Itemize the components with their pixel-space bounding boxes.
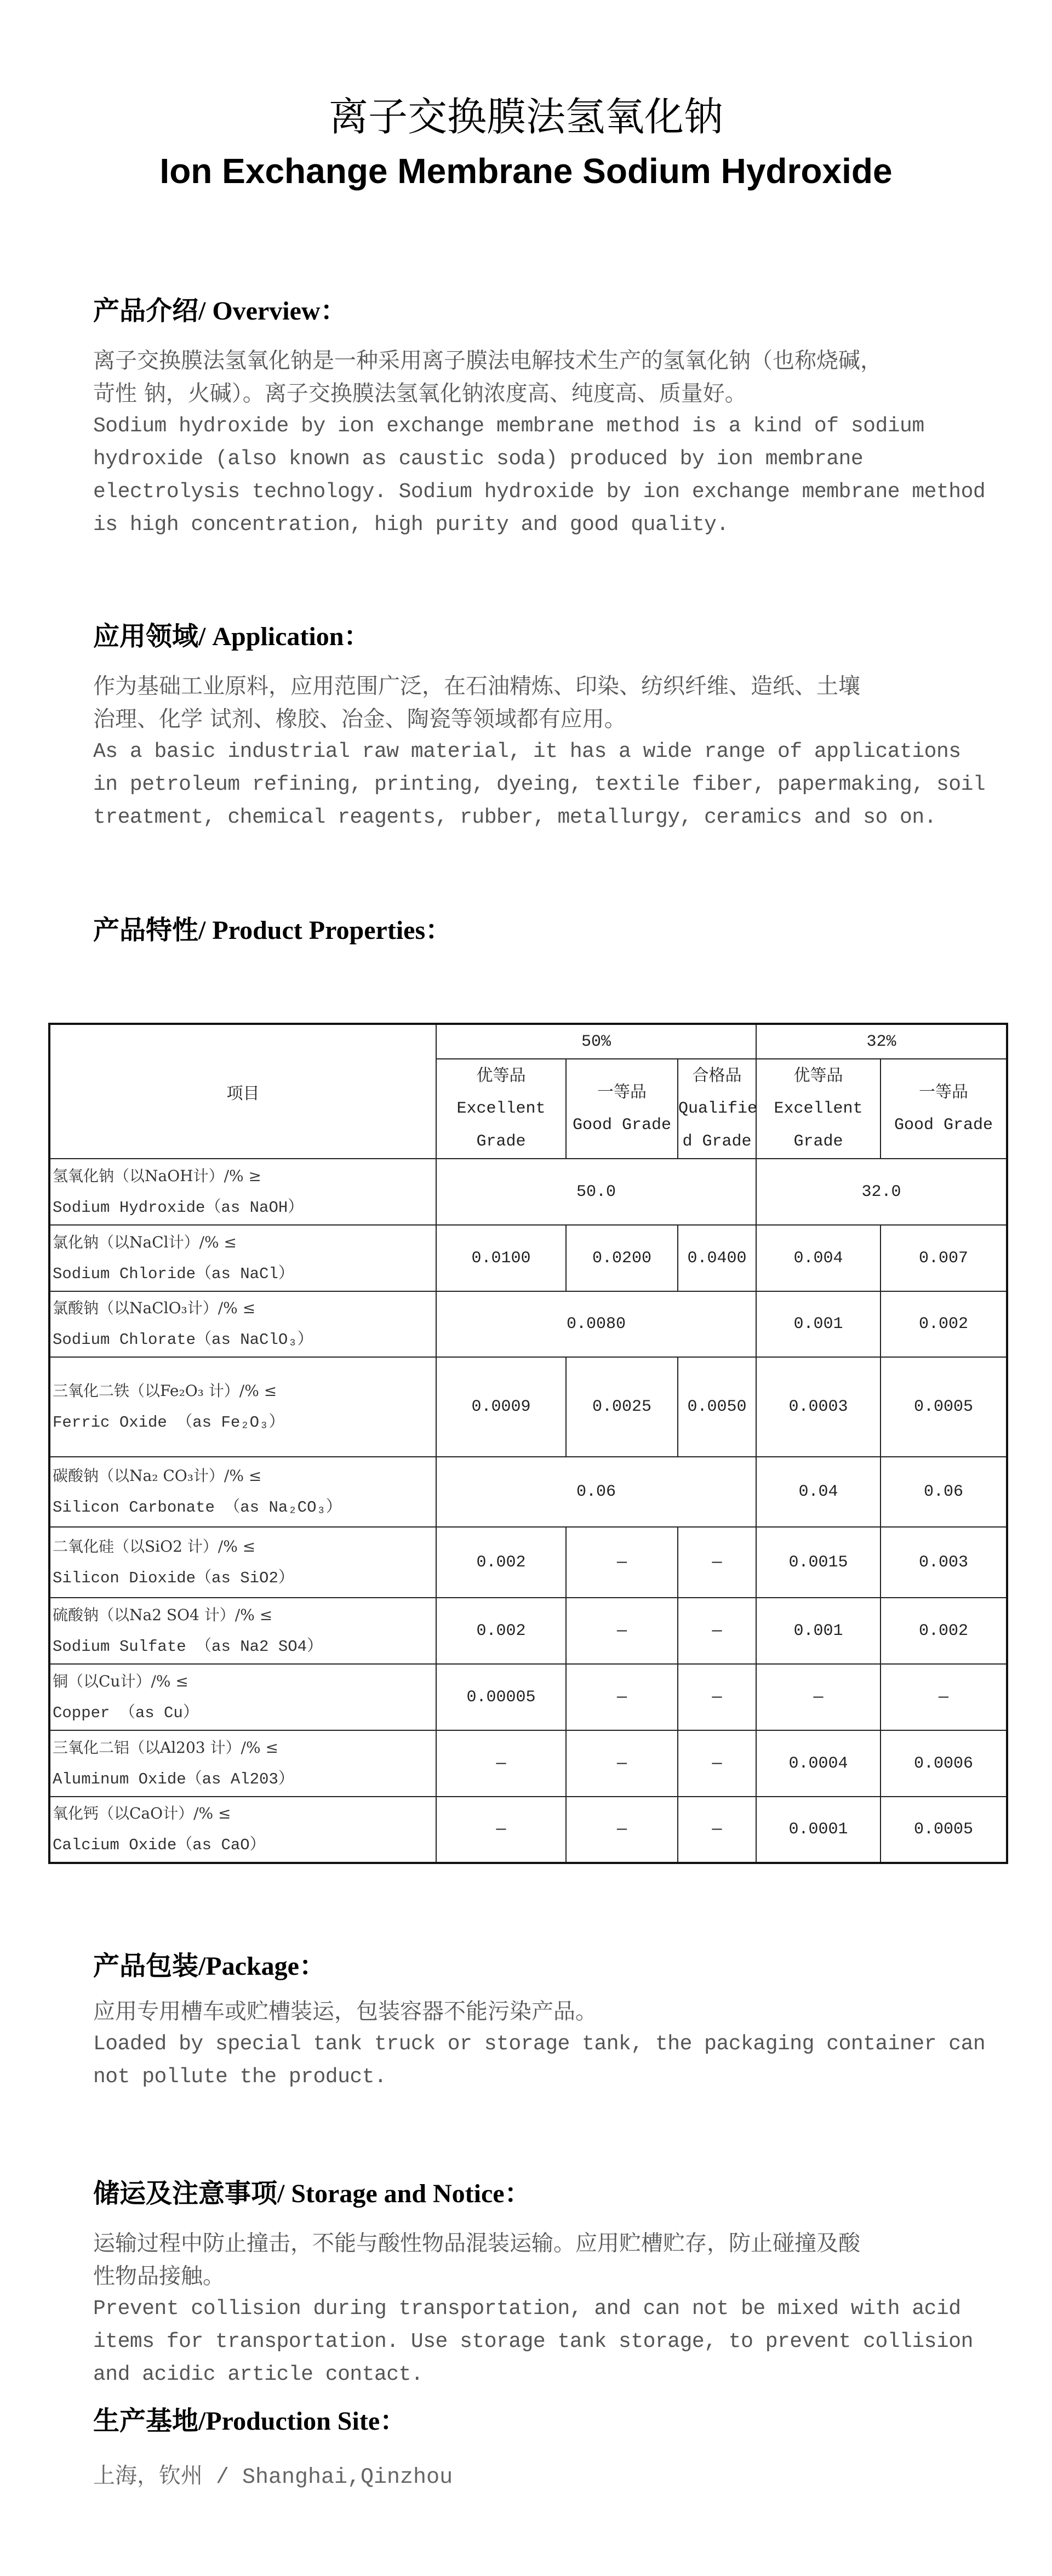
item-name-en: Copper （as Cu） xyxy=(53,1703,199,1722)
value-cell: — xyxy=(436,1730,566,1797)
application-en-line: in petroleum refining, printing, dyeing, textile fiber, papermaking, soil xyxy=(93,773,986,796)
value-cell: 0.0015 xyxy=(756,1527,881,1598)
value-cell: 0.0080 xyxy=(436,1291,756,1357)
item-cell xyxy=(49,1664,436,1730)
overview-cn-line: 苛性 钠，火碱）。离子交换膜法氢氧化钠浓度高、纯度高、质量好。 xyxy=(93,381,747,406)
group-header-50: 50% xyxy=(436,1024,756,1059)
value-cell: 0.001 xyxy=(756,1598,881,1664)
table-row xyxy=(49,1291,1007,1357)
storage-en-line: items for transportation. Use storage tank storage, to prevent collision xyxy=(93,2330,973,2353)
item-header: 项目 xyxy=(49,1024,436,1159)
item-name-en: Aluminum Oxide（as Al203） xyxy=(53,1770,294,1788)
value-cell: 0.001 xyxy=(756,1291,881,1357)
value-cell: — xyxy=(566,1730,678,1797)
properties-table xyxy=(48,1023,1008,1864)
value-cell: — xyxy=(566,1664,678,1730)
grade-header-en: Grade xyxy=(476,1132,526,1151)
grade-header-zh: 一等品 xyxy=(597,1082,647,1102)
value-cell: — xyxy=(678,1664,756,1730)
item-cell xyxy=(49,1159,436,1225)
value-cell: 0.0050 xyxy=(678,1357,756,1457)
storage-en-line: Prevent collision during transportation, and can not be mixed with acid xyxy=(93,2297,961,2321)
overview-en-line: electrolysis technology. Sodium hydroxide by ion exchange membrane method xyxy=(93,480,986,504)
value-cell: — xyxy=(756,1664,881,1730)
value-cell: — xyxy=(881,1664,1007,1730)
value-cell: — xyxy=(678,1527,756,1598)
grade-header-en: Good Grade xyxy=(894,1116,993,1135)
package-heading: 产品包装/Package： xyxy=(93,1952,325,1981)
package-body xyxy=(93,1995,986,2094)
package-en-line: Loaded by special tank truck or storage tank, the packaging container can xyxy=(93,2032,986,2056)
item-cell xyxy=(49,1730,436,1797)
table-row xyxy=(49,1457,1007,1527)
item-cell xyxy=(49,1527,436,1598)
item-name-en: Sodium Chlorate（as NaClO₃） xyxy=(53,1331,313,1349)
application-en-line: treatment, chemical reagents, rubber, metallurgy, ceramics and so on. xyxy=(93,806,936,829)
value-cell: 0.06 xyxy=(436,1457,756,1527)
value-cell: 0.0006 xyxy=(881,1730,1007,1797)
item-name-zh: 碳酸钠（以Na₂ CO₃计）/% ≤ xyxy=(53,1467,262,1485)
grade-header-zh: 一等品 xyxy=(919,1082,968,1102)
storage-heading: 储运及注意事项/ Storage and Notice： xyxy=(93,2179,531,2208)
storage-cn-line: 性物品接触。 xyxy=(93,2264,225,2289)
value-cell: — xyxy=(566,1797,678,1863)
storage-body xyxy=(93,2227,973,2391)
item-cell xyxy=(49,1598,436,1664)
page-title-chinese: 离子交换膜法氢氧化钠 xyxy=(328,94,723,140)
package-en-line: not pollute the product. xyxy=(93,2065,387,2089)
value-cell: 0.00005 xyxy=(436,1664,566,1730)
table-row xyxy=(49,1664,1007,1730)
value-cell: 50.0 xyxy=(436,1159,756,1225)
value-cell: 0.0003 xyxy=(756,1357,881,1457)
item-name-en: Silicon Carbonate （as Na₂CO₃） xyxy=(53,1498,342,1517)
storage-cn-line: 运输过程中防止撞击，不能与酸性物品混装运输。应用贮槽贮存，防止碰撞及酸 xyxy=(93,2231,860,2256)
application-heading: 应用领域/ Application： xyxy=(93,622,370,651)
value-cell: — xyxy=(566,1598,678,1664)
production-sites: 上海，钦州 / Shanghai,Qinzhou xyxy=(93,2465,453,2490)
table-row xyxy=(49,1225,1007,1291)
overview-en-line: is high concentration, high purity and good quality. xyxy=(93,513,729,537)
production-heading: 生产基地/Production Site： xyxy=(93,2407,407,2436)
value-cell: 0.002 xyxy=(881,1598,1007,1664)
overview-heading: 产品介绍/ Overview： xyxy=(93,297,347,326)
storage-en-line: and acidic article contact. xyxy=(93,2363,424,2386)
item-cell xyxy=(49,1357,436,1457)
item-cell xyxy=(49,1797,436,1863)
overview-en-line: Sodium hydroxide by ion exchange membrane method is a kind of sodium xyxy=(93,414,924,438)
grade-header-zh: 合格品 xyxy=(692,1066,742,1085)
item-cell xyxy=(49,1225,436,1291)
overview-cn-line: 离子交换膜法氢氧化钠是一种采用离子膜法电解技术生产的氢氧化钠（也称烧碱， xyxy=(93,348,882,373)
value-cell: 0.002 xyxy=(436,1527,566,1598)
item-cell xyxy=(49,1457,436,1527)
application-en-line: As a basic industrial raw material, it has a wide range of applications xyxy=(93,740,961,763)
item-name-en: Sodium Hydroxide（as NaOH） xyxy=(53,1198,304,1217)
value-cell: — xyxy=(678,1730,756,1797)
grade-header xyxy=(881,1059,1007,1159)
value-cell: 0.0200 xyxy=(566,1225,678,1291)
value-cell: — xyxy=(678,1797,756,1863)
value-cell: 0.04 xyxy=(756,1457,881,1527)
value-cell: — xyxy=(566,1527,678,1598)
item-name-zh: 氯酸钠（以NaClO₃计）/% ≤ xyxy=(53,1299,256,1317)
value-cell: 0.004 xyxy=(756,1225,881,1291)
table-row xyxy=(49,1797,1007,1863)
group-header-32: 32% xyxy=(756,1024,1007,1059)
item-name-zh: 三氧化二铝（以Al203 计）/% ≤ xyxy=(53,1738,278,1757)
package-cn-line: 应用专用槽车或贮槽装运，包装容器不能污染产品。 xyxy=(93,1999,597,2024)
value-cell: 32.0 xyxy=(756,1159,1007,1225)
grade-header-en: Excellent xyxy=(774,1099,863,1118)
value-cell: 0.0009 xyxy=(436,1357,566,1457)
grade-header-zh: 优等品 xyxy=(793,1066,843,1085)
value-cell: 0.007 xyxy=(881,1225,1007,1291)
overview-en-line: hydroxide (also known as caustic soda) produced by ion membrane xyxy=(93,447,864,471)
item-name-zh: 氧化钙（以CaO计）/% ≤ xyxy=(53,1804,231,1822)
grade-header-en: Good Grade xyxy=(572,1116,672,1135)
page-title-english: Ion Exchange Membrane Sodium Hydroxide xyxy=(159,151,893,191)
value-cell: 0.0001 xyxy=(756,1797,881,1863)
application-cn-line: 治理、化学 试剂、橡胶、冶金、陶瓷等领域都有应用。 xyxy=(93,706,626,732)
value-cell: 0.06 xyxy=(881,1457,1007,1527)
item-name-zh: 氢氧化钠（以NaOH计）/% ≥ xyxy=(53,1166,261,1185)
table-row xyxy=(49,1730,1007,1797)
value-cell: 0.0025 xyxy=(566,1357,678,1457)
value-cell: 0.002 xyxy=(881,1291,1007,1357)
grade-header-en: Qualifie xyxy=(678,1099,758,1118)
item-name-zh: 铜（以Cu计）/% ≤ xyxy=(53,1672,188,1690)
grade-header xyxy=(678,1059,756,1159)
value-cell: 0.002 xyxy=(436,1598,566,1664)
overview-body xyxy=(93,344,986,542)
item-cell xyxy=(49,1291,436,1357)
grade-header-zh: 优等品 xyxy=(476,1066,526,1085)
item-name-zh: 氯化钠（以NaCl计）/% ≤ xyxy=(53,1233,237,1251)
value-cell: 0.0004 xyxy=(756,1730,881,1797)
properties-heading: 产品特性/ Product Properties： xyxy=(93,916,452,945)
table-row xyxy=(49,1598,1007,1664)
value-cell: — xyxy=(678,1598,756,1664)
item-name-zh: 硫酸钠（以Na2 SO4 计）/% ≤ xyxy=(53,1605,273,1624)
table-row xyxy=(49,1357,1007,1457)
grade-header xyxy=(436,1059,566,1159)
grade-header-en: Excellent xyxy=(456,1099,546,1118)
value-cell: 0.0100 xyxy=(436,1225,566,1291)
table-row xyxy=(49,1527,1007,1598)
item-name-en: Sodium Chloride（as NaCl） xyxy=(53,1264,294,1283)
value-cell: — xyxy=(436,1797,566,1863)
value-cell: 0.0400 xyxy=(678,1225,756,1291)
table-row xyxy=(49,1159,1007,1225)
grade-header xyxy=(756,1059,881,1159)
grade-header-en: d Grade xyxy=(682,1132,752,1151)
value-cell: 0.0005 xyxy=(881,1797,1007,1863)
item-name-en: Calcium Oxide（as CaO） xyxy=(53,1836,266,1854)
item-name-zh: 三氧化二铁（以Fe₂O₃ 计）/% ≤ xyxy=(53,1382,277,1400)
application-cn-line: 作为基础工业原料，应用范围广泛，在石油精炼、印染、纺织纤维、造纸、土壤 xyxy=(93,674,860,699)
item-name-zh: 二氧化硅（以SiO2 计）/% ≤ xyxy=(53,1537,256,1555)
grade-header-en: Grade xyxy=(793,1132,843,1151)
item-name-en: Sodium Sulfate （as Na2 SO4） xyxy=(53,1637,323,1656)
application-body xyxy=(93,670,986,834)
value-cell: 0.0005 xyxy=(881,1357,1007,1457)
grade-header xyxy=(566,1059,678,1159)
value-cell: 0.003 xyxy=(881,1527,1007,1598)
item-name-en: Silicon Dioxide（as SiO2） xyxy=(53,1569,294,1587)
item-name-en: Ferric Oxide （as Fe₂O₃） xyxy=(53,1414,285,1432)
